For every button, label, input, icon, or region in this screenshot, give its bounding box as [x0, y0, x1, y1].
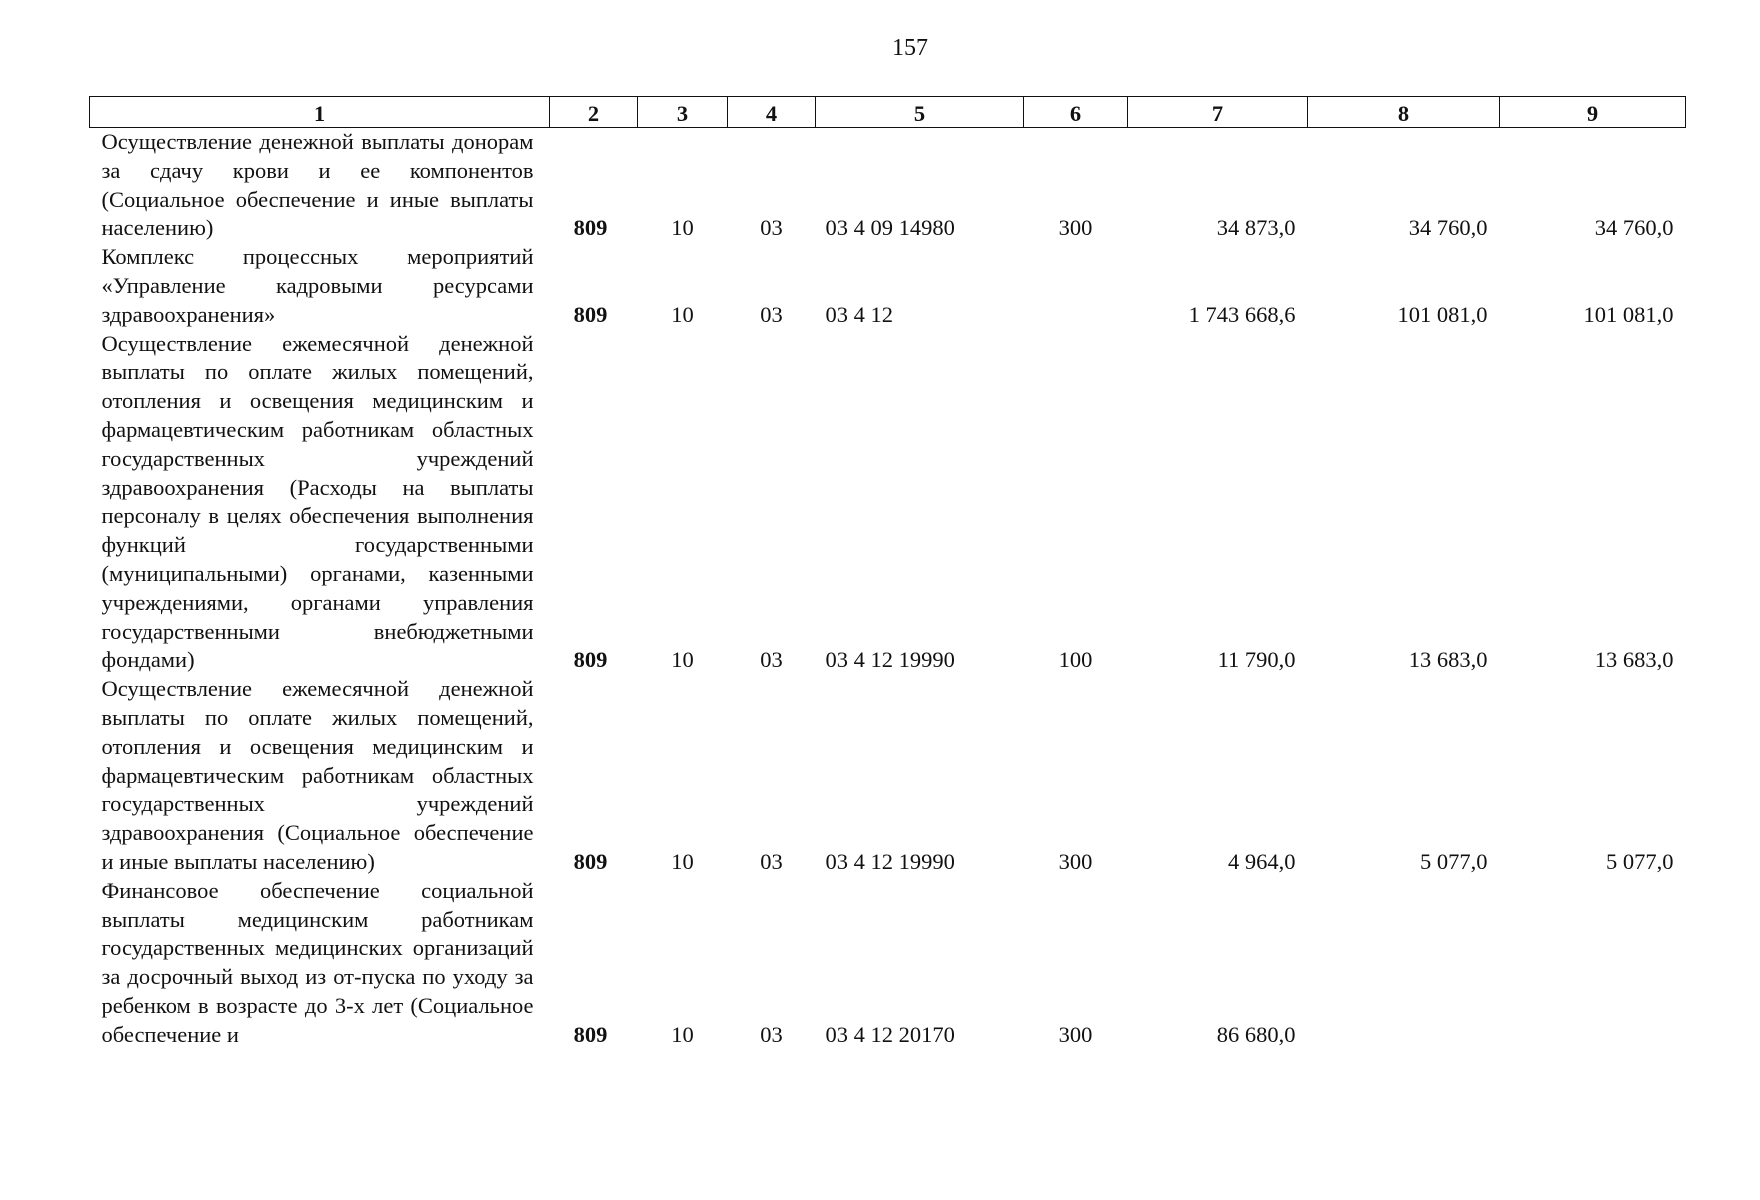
row-target-article: 03 4 12 19990	[825, 848, 955, 874]
row-section: 10	[671, 647, 694, 673]
header-row	[90, 97, 1686, 128]
row-amount-3: 13 683,0	[1594, 647, 1674, 673]
row-subsection: 03	[760, 215, 783, 241]
table-row	[90, 243, 1686, 329]
row-amount-2	[1308, 877, 1500, 1050]
row-target-article: 03 4 12 20170	[825, 1021, 955, 1047]
header-col-6: 6	[1024, 97, 1128, 128]
row-section: 10	[671, 215, 694, 241]
row-amount-3: 34 760,0	[1594, 215, 1674, 241]
row-subsection: 03	[760, 1021, 783, 1047]
row-section: 10	[671, 301, 694, 327]
row-subsection: 03	[760, 647, 783, 673]
page-number: 157	[892, 35, 928, 61]
row-amount-2: 13 683,0	[1408, 647, 1488, 673]
header-col-9: 9	[1500, 97, 1686, 128]
table-row	[90, 675, 1686, 877]
header-col-5: 5	[816, 97, 1024, 128]
header-col-7: 7	[1128, 97, 1308, 128]
row-ministry-code: 809	[573, 1021, 608, 1047]
row-description: Осуществление ежемесячной денежной выплаты по оплате жилых помещений, отопления и освещения медицинским и фармацевтическим работникам областных государственных учреждений здравоохранения (Социальное обеспечение и иные выплаты населению)	[101, 676, 534, 874]
row-description: Финансовое обеспечение социальной выплаты медицинским работникам государственных медицинских организаций за досрочный выход из от-пуска по уходу за ребенком в возрасте до 3-х лет (Социальное обеспечение и	[101, 877, 534, 1047]
row-amount-3	[1500, 877, 1686, 1050]
row-ministry-code: 809	[573, 215, 608, 241]
row-target-article: 03 4 09 14980	[825, 215, 955, 241]
row-expense-type: 300	[1058, 1021, 1093, 1047]
header-col-4: 4	[728, 97, 816, 128]
row-amount-3: 101 081,0	[1583, 301, 1674, 327]
row-expense-type: 300	[1058, 848, 1093, 874]
budget-table	[89, 96, 1686, 1050]
row-amount-2: 34 760,0	[1408, 215, 1488, 241]
header-col-8: 8	[1308, 97, 1500, 128]
row-expense-type	[1024, 243, 1128, 329]
row-section: 10	[671, 1021, 694, 1047]
row-amount-1: 1 743 668,6	[1188, 301, 1296, 327]
row-section: 10	[671, 848, 694, 874]
row-amount-2: 5 077,0	[1420, 848, 1488, 874]
row-amount-1: 34 873,0	[1216, 215, 1296, 241]
row-subsection: 03	[760, 848, 783, 874]
table-row	[90, 877, 1686, 1050]
row-target-article: 03 4 12 19990	[825, 647, 955, 673]
row-ministry-code: 809	[573, 647, 608, 673]
row-ministry-code: 809	[573, 301, 608, 327]
row-expense-type: 300	[1058, 215, 1093, 241]
header-col-1: 1	[90, 97, 550, 128]
row-description: Осуществление денежной выплаты донорам за сдачу крови и ее компонентов (Социальное обеспечение и иные выплаты населению)	[101, 129, 534, 241]
row-amount-1: 86 680,0	[1216, 1021, 1296, 1047]
row-description: Комплекс процессных мероприятий «Управление кадровыми ресурсами здравоохранения»	[101, 244, 534, 327]
row-amount-1: 4 964,0	[1228, 848, 1296, 874]
header-col-2: 2	[550, 97, 638, 128]
row-amount-1: 11 790,0	[1217, 647, 1296, 673]
row-amount-2: 101 081,0	[1397, 301, 1488, 327]
table-row	[90, 128, 1686, 244]
row-description: Осуществление ежемесячной денежной выплаты по оплате жилых помещений, отопления и освещения медицинским и фармацевтическим работникам областных государственных учреждений здравоохранения (Расходы на выплаты персоналу в целях обеспечения выполнения функций государственными (муниципальными) органами, казенными учреждениями, органами управления государственными внебюджетными фондами)	[101, 330, 534, 673]
row-subsection: 03	[760, 301, 783, 327]
row-target-article: 03 4 12	[825, 301, 893, 327]
table-row	[90, 330, 1686, 676]
row-amount-3: 5 077,0	[1606, 848, 1674, 874]
row-expense-type: 100	[1058, 647, 1093, 673]
header-col-3: 3	[638, 97, 728, 128]
row-ministry-code: 809	[573, 848, 608, 874]
